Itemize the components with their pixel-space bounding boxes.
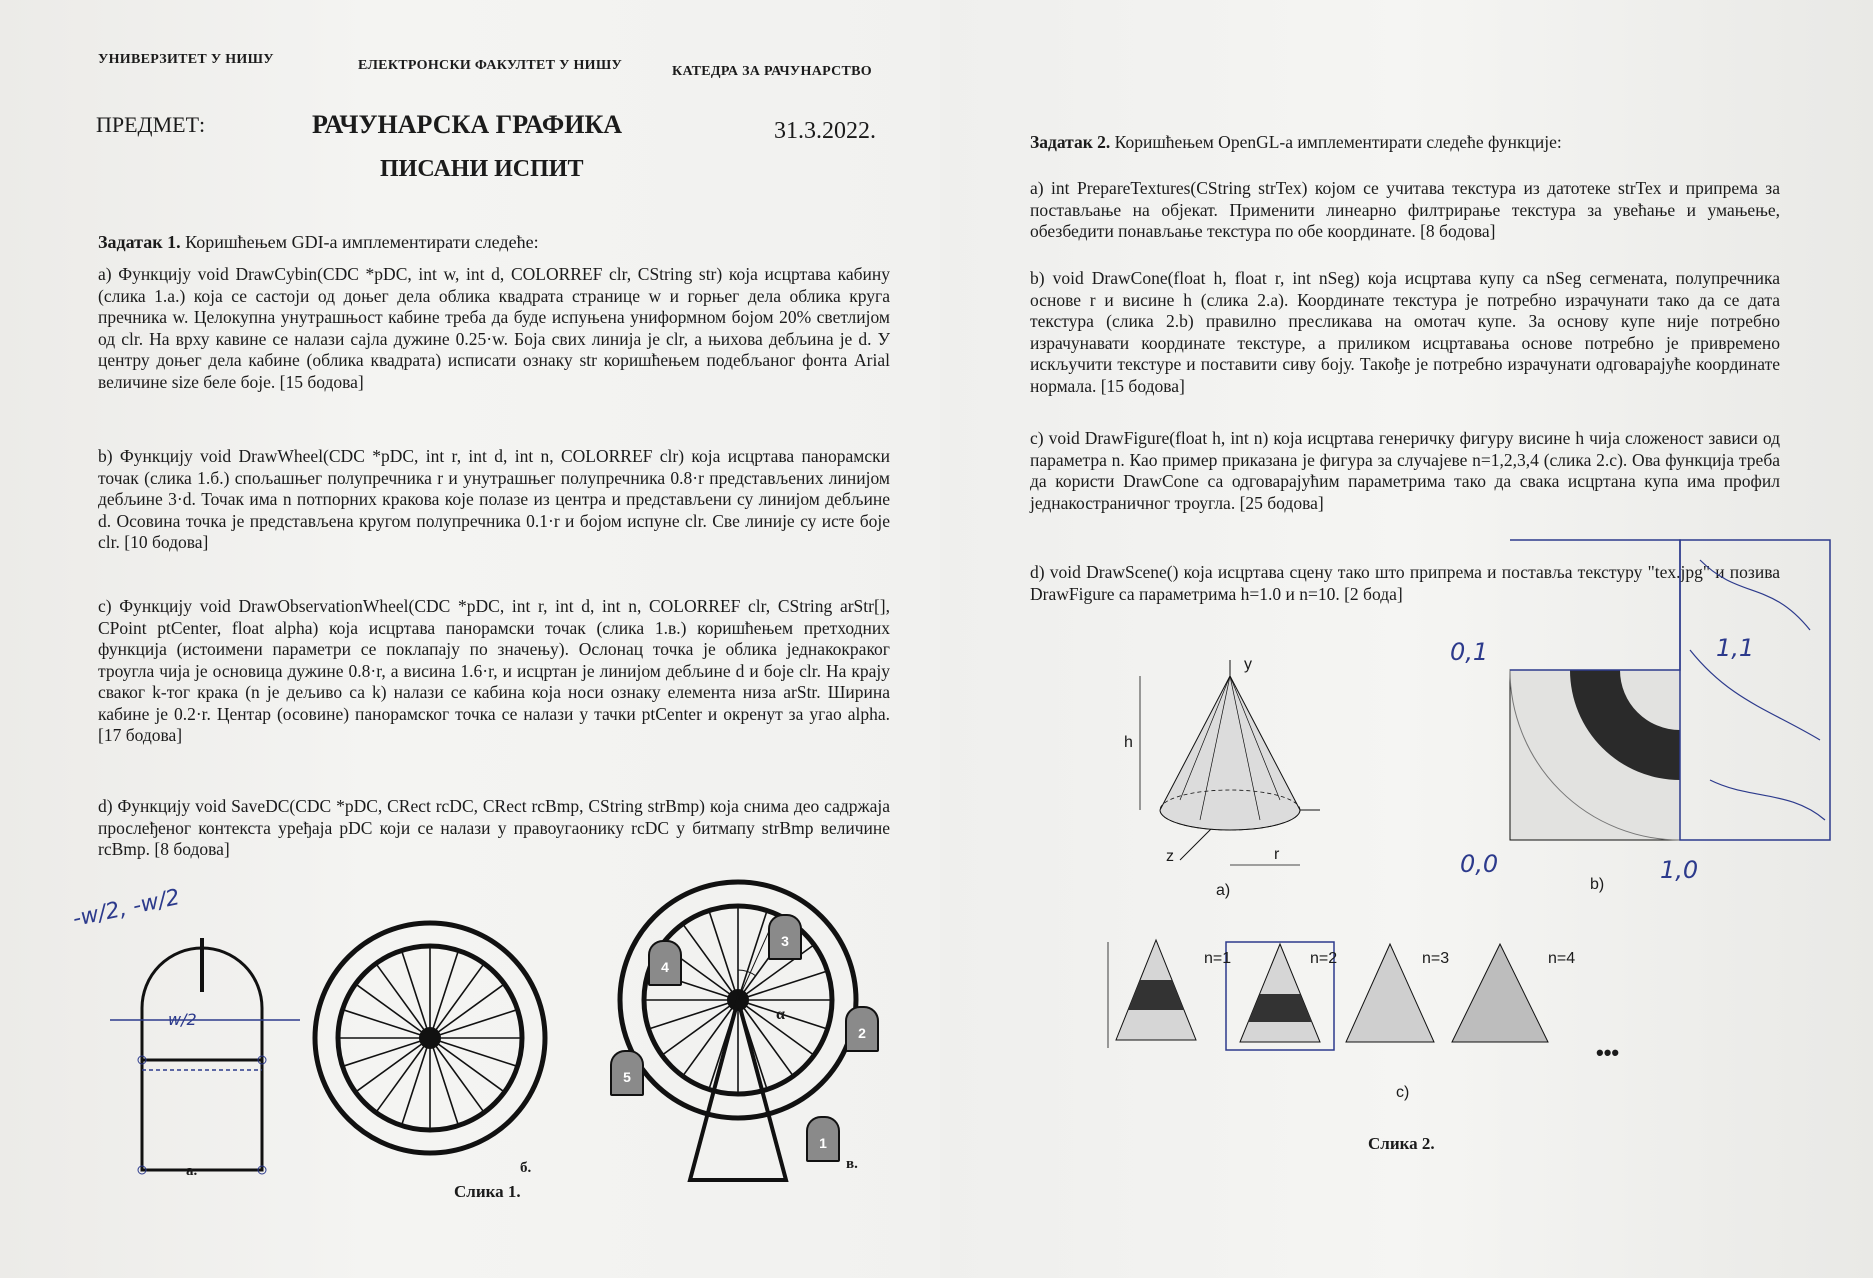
department-header: КАТЕДРА ЗА РАЧУНАРСТВО	[672, 64, 873, 79]
cabin-3-label: 3	[781, 933, 789, 949]
n2-label: n=2	[1310, 950, 1338, 967]
wheel-spoke	[356, 1038, 430, 1092]
axis-y-label: y	[1244, 656, 1252, 673]
figure2-label-a: a)	[1216, 882, 1231, 899]
task2-d: d) void DrawScene() која исцртава сцену тако што припрема и поставља текстуру "tex.jpg" и позива DrawFigure са параметрима h=1.0 и n=10. [2 бода]	[1030, 562, 1780, 604]
task1-d: d) Функцију void SaveDC(CDC *pDC, CRect rcDC, CRect rcBmp, CString strBmp) која снима део садржаја прослеђеног контекста уређаја pDC који се налази у правоугаонику rcDC у битмапу strBmp величине rcBmp. [8 бодова]	[98, 796, 890, 859]
figure1-label-c: в.	[846, 1156, 858, 1172]
wheel-spoke	[376, 1038, 430, 1112]
cabin-4	[648, 940, 682, 986]
figure2-caption: Слика 2.	[1368, 1134, 1435, 1153]
figure1-caption: Слика 1.	[454, 1182, 521, 1201]
cabin-2	[845, 1006, 879, 1052]
n3-label: n=3	[1422, 950, 1450, 967]
n1-label: n=1	[1204, 950, 1232, 967]
cone-radius-label: r	[1274, 846, 1280, 863]
cabin-3	[768, 914, 802, 960]
figure2-a-cone	[1120, 660, 1340, 880]
wheel-spoke	[430, 1038, 458, 1125]
figure2-b-texture	[1510, 540, 1830, 840]
axis-z-label: z	[1166, 848, 1174, 865]
alpha-label: α	[776, 1006, 785, 1023]
cabin-2-label: 2	[858, 1025, 866, 1041]
task2-intro: Коришћењем OpenGL-а имплементирати следеће функције:	[1114, 132, 1562, 152]
wheel-spoke	[738, 911, 767, 1000]
task2-a: a) int PrepareTextures(CString strTex) којом се учитава текстура из датотеке strTex и припрема за постављање на објекат. Применити линеарно филтрирање текстура за увећање и умањење, обезбедити понављање текстура по обе координате. [8 бодова]	[1030, 178, 1780, 241]
wheel-spoke	[430, 964, 484, 1038]
wheel-spoke	[376, 964, 430, 1038]
task1-b: b) Функцију void DrawWheel(CDC *pDC, int r, int d, int n, COLORREF clr) која исцртава панорамски точак (слика 1.б.) спољашњег полупречника r и унутрашњег полупречника 0.8·r представљених линијом дебљине 3·d. Точак има n потпорних кракова које полазе из центра и представљени су линијом дебљине d. Осовина точка је представљена кругом полупречника 0.1·r и бојом испуне clr. Све линије су исте боје clr. [10 бодова]	[98, 446, 890, 552]
figure1-b-wheel	[310, 918, 550, 1158]
task1-intro: Коришћењем GDI-а имплементирати следеће:	[185, 232, 539, 252]
hand-note-11: 1,1	[1716, 634, 1755, 662]
wheel-spoke	[356, 984, 430, 1038]
wheel-spoke	[430, 1038, 517, 1066]
task2-b: b) void DrawCone(float h, float r, int nSeg) која исцртава купу са nSeg сегмената, полупречника основе r и висине h (слика 2.а). Координате текстура је потребно израчунати тако да се дата текстура (слика 2.b) правилно пресликава на омотач купе. За основу купе није потребно израчунавати координате текстуре, а приликом исцртавања основе потребно је привремено искључити текстуре и поставити сиву боју. Такође је потребно израчунати одговарајуће координате нормала. [15 бодова]	[1030, 268, 1780, 396]
subject-label: ПРЕДМЕТ:	[96, 112, 206, 137]
university-header: УНИВЕРЗИТЕТ У НИШУ	[98, 52, 274, 67]
figure2-c-figures	[1100, 930, 1620, 1060]
cabin-4-label: 4	[661, 959, 669, 975]
exam-date: 31.3.2022.	[774, 118, 876, 144]
wheel-spoke	[709, 911, 738, 1000]
cabin-5-label: 5	[623, 1069, 631, 1085]
figure2-label-c: c)	[1396, 1084, 1410, 1101]
task1-a: a) Функцију void DrawCybin(CDC *pDC, int w, int d, COLORREF clr, CString str) која исцртава кабину (слика 1.а.) која се састоји од доњег дела облика квадрата странице w и горњег дела облика круга пречника w. Целокупна унутрашњост кабине треба да буде испуњена униформном бојом 20% светлијом од clr. На врху кавине се налази сајла дужине 0.25·w. Боја свих линија је clr, а њихова дебљина је d. У центру доњег дела кабине (облика квадрата) исписати ознаку str коришћењем подебљаног фонта Arial величине size беле боје. [15 бодова]	[98, 264, 890, 392]
hand-note-cabin-mid: w/2	[168, 1010, 197, 1029]
figure1-label-b: б.	[520, 1160, 532, 1176]
hand-note-cabin-top: -w/2, -w/2	[70, 884, 183, 933]
wheel-spoke	[402, 951, 430, 1038]
wheel-spoke	[430, 1038, 484, 1112]
hand-note-00: 0,0	[1460, 850, 1499, 878]
cabin-5	[610, 1050, 644, 1096]
wheel-spoke	[430, 1010, 517, 1038]
exam-page-right	[940, 0, 1873, 1278]
figure2-ellipsis: •••	[1596, 1040, 1620, 1065]
n4-label: n=4	[1548, 950, 1576, 967]
task2-title: Задатак 2.	[1030, 132, 1111, 152]
wheel-spoke	[430, 984, 504, 1038]
subject-title: РАЧУНАРСКА ГРАФИКА	[312, 110, 623, 139]
task1-title: Задатак 1.	[98, 232, 181, 252]
exam-title: ПИСАНИ ИСПИТ	[380, 156, 584, 182]
figure1-a-cabin	[110, 920, 310, 1160]
faculty-header: ЕЛЕКТРОНСКИ ФАКУЛТЕТ У НИШУ	[358, 58, 623, 73]
task2-heading	[1030, 132, 1562, 153]
wheel-spoke	[430, 951, 458, 1038]
cabin-1	[806, 1116, 840, 1162]
task1-heading	[98, 232, 539, 253]
wheel-spoke	[430, 1038, 504, 1092]
cone-height-label: h	[1124, 734, 1133, 751]
wheel-spoke	[343, 1038, 430, 1066]
figure1-label-a: а.	[186, 1163, 198, 1179]
figure2-label-b: b)	[1590, 876, 1605, 893]
wheel-spoke	[343, 1010, 430, 1038]
wheel-spoke	[683, 924, 738, 1000]
task1-c: c) Функцију void DrawObservationWheel(CDC *pDC, int r, int d, int n, COLORREF clr, CString arStr[], CPoint ptCenter, float alpha) која исцртава панорамски точак (слика 1.в.) коришћењем претходних функција (истоимени параметри се поклапају по значењу). Ослонац точка је облика једнакокраког троугла чија је основица дужине 0.8·r, а висина 1.6·r, и исцртан је линијом дебљине d и боје clr. На крају сваког k-тог крака (n је дељиво са k) налази се кабина која носи ознаку елемента низа arStr. Ширина кабине је 0.2·r. Центар (осовине) панорамског точка се налази у тачки ptCenter и окренут за угао alpha. [17 бодова]	[98, 596, 890, 745]
hand-note-01: 0,1	[1450, 638, 1489, 666]
wheel-spoke	[402, 1038, 430, 1125]
wheel-spoke	[649, 1000, 738, 1029]
cabin-1-label: 1	[819, 1135, 827, 1151]
hand-note-10: 1,0	[1660, 856, 1699, 884]
task2-c: c) void DrawFigure(float h, int n) која исцртава генеричку фигуру висине h чија сложеност зависи од параметра n. Као пример приказана је фигура за случајеве n=1,2,3,4 (слика 2.c). Ова функција треба да користи DrawCone са одговарајућим параметрима тако да свака исцртана купа има профил једнакостраничног троугла. [25 бодова]	[1030, 428, 1780, 513]
wheel-spoke	[738, 971, 827, 1000]
